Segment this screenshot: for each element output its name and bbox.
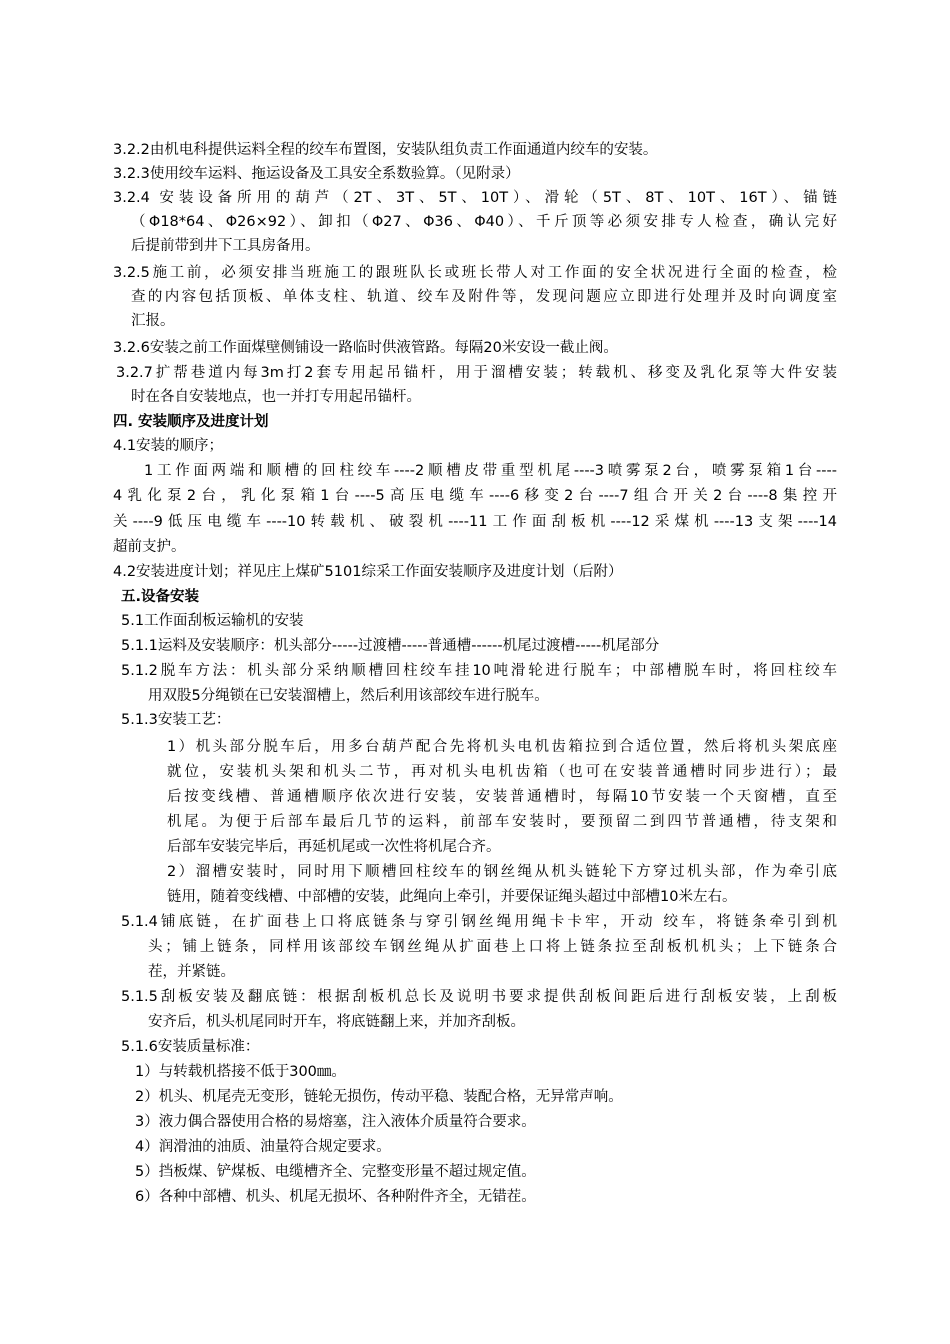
para-3-2-4-line: 3.2.4 安装设备所用的葫芦（2T、3T、5T、10T）、滑轮（5T、8T、10T、16T）、锚链: [113, 190, 837, 206]
quality-item: 2）机头、机尾壳无变形，链轮无损伤，传动平稳、装配合格，无异常声响。: [135, 1089, 623, 1105]
heading-section-5: 五.设备安装: [121, 589, 200, 605]
craft-step-1-line: 就位，安装机头架和机头二节，再对机头电机齿箱（也可在安装普通槽时同步进行）；最: [167, 764, 837, 780]
install-order-line: 4乳化泵2台，乳化泵箱1台----5高压电缆车----6移变2台----7组合开关2台----8集控开: [113, 488, 837, 504]
para-4-1: 4.1安装的顺序；: [113, 438, 224, 454]
para-3-2-3: 3.2.3使用绞车运料、拖运设备及工具安全系数验算。（见附录）: [113, 166, 520, 182]
para-5-1-6: 5.1.6安装质量标准：: [121, 1039, 260, 1055]
para-5-1-1: 5.1.1运料及安装顺序：机头部分-----过渡槽-----普通槽------机尾过渡槽-----机尾部分: [121, 638, 660, 654]
quality-item: 1）与转载机搭接不低于300㎜。: [135, 1064, 346, 1080]
craft-step-2-line: 2）溜槽安装时，同时用下顺槽回柱绞车的钢丝绳从机头链轮下方穿过机头部，作为牵引底: [167, 864, 837, 880]
para-3-2-5-line: 查的内容包括顶板、单体支柱、轨道、绞车及附件等，发现问题应立即进行处理并及时向调度室: [131, 289, 837, 305]
craft-step-1-line: 后按变线槽、普通槽顺序依次进行安装，安装普通槽时，每隔10节安装一个天窗槽，直至: [167, 789, 837, 805]
install-order-line: 1工作面两端和顺槽的回柱绞车----2顺槽皮带重型机尾----3喷雾泵2台，喷雾泵箱1台----: [144, 463, 837, 479]
quality-item: 3）液力偶合器使用合格的易熔塞，注入液体介质量符合要求。: [135, 1114, 536, 1130]
craft-step-1-line: 机尾。为便于后部车最后几节的运料，前部车安装时，要预留二到四节普通槽，待支架和: [167, 814, 837, 830]
install-order-line: 关----9低压电缆车----10转载机、破裂机----11工作面刮板机----12采煤机----13支架----14: [113, 514, 837, 530]
para-5-1-2-line: 用双股5分绳锁在已安装溜槽上，然后利用该部绞车进行脱车。: [148, 688, 549, 704]
para-5-1-5-line: 安齐后，机头机尾同时开车，将底链翻上来，并加齐刮板。: [148, 1014, 525, 1030]
para-3-2-7-line: 3.2.7扩帮巷道内每3m打2套专用起吊锚杆，用于溜槽安装；转载机、移变及乳化泵等大件安装: [116, 365, 837, 381]
para-3-2-4-line: （Φ18*64、Φ26×92）、卸扣（Φ27、Φ36、Φ40）、千斤顶等必须安排专人检查，确认完好: [131, 214, 837, 230]
para-5-1-3: 5.1.3安装工艺：: [121, 712, 231, 728]
quality-item: 6）各种中部槽、机头、机尾无损坏、各种附件齐全，无错茬。: [135, 1189, 536, 1205]
para-5-1-4-line: 5.1.4铺底链，在扩面巷上口将底链条与穿引钢丝绳用绳卡卡牢，开动 绞车，将链条牵引到机: [121, 914, 837, 930]
craft-step-2-line: 链用，随着变线槽、中部槽的安装，此绳向上牵引，并要保证绳头超过中部槽10米左右。: [167, 889, 737, 905]
install-order-line: 超前支护。: [113, 539, 186, 555]
craft-step-1-line: 后部车安装完毕后，再延机尾或一次性将机尾合齐。: [167, 839, 501, 855]
para-3-2-5-line: 3.2.5施工前，必须安排当班施工的跟班队长或班长带人对工作面的安全状况进行全面的检查，检: [113, 265, 837, 281]
para-5-1: 5.1工作面刮板运输机的安装: [121, 613, 304, 629]
quality-item: 5）挡板煤、铲煤板、电缆槽齐全、完整变形量不超过规定值。: [135, 1164, 536, 1180]
para-5-1-2-line: 5.1.2脱车方法：机头部分采纳顺槽回柱绞车挂10吨滑轮进行脱车；中部槽脱车时，将回柱绞车: [121, 663, 837, 679]
para-3-2-4-line: 后提前带到井下工具房备用。: [131, 238, 320, 254]
para-3-2-5-line: 汇报。: [131, 313, 175, 329]
para-5-1-5-line: 5.1.5刮板安装及翻底链：根据刮板机总长及说明书要求提供刮板间距后进行刮板安装，上刮板: [121, 989, 837, 1005]
para-3-2-7-line: 时在各自安装地点，也一并打专用起吊锚杆。: [131, 389, 421, 405]
para-5-1-4-line: 头；铺上链条，同样用该部绞车钢丝绳从扩面巷上口将上链条拉至刮板机机头；上下链条合: [148, 939, 837, 955]
heading-section-4: 四. 安装顺序及进度计划: [113, 414, 269, 430]
para-3-2-6: 3.2.6安装之前工作面煤壁侧铺设一路临时供液管路。每隔20米安设一截止阀。: [113, 340, 618, 356]
para-3-2-2: 3.2.2由机电科提供运料全程的绞车布置图，安装队组负责工作面通道内绞车的安装。: [113, 142, 658, 158]
quality-item: 4）润滑油的油质、油量符合规定要求。: [135, 1139, 391, 1155]
para-4-2: 4.2安装进度计划；祥见庄上煤矿5101综采工作面安装顺序及进度计划（后附）: [113, 564, 623, 580]
para-5-1-4-line: 茬，并紧链。: [148, 964, 235, 980]
craft-step-1-line: 1）机头部分脱车后，用多台葫芦配合先将机头电机齿箱拉到合适位置，然后将机头架底座: [167, 739, 837, 755]
